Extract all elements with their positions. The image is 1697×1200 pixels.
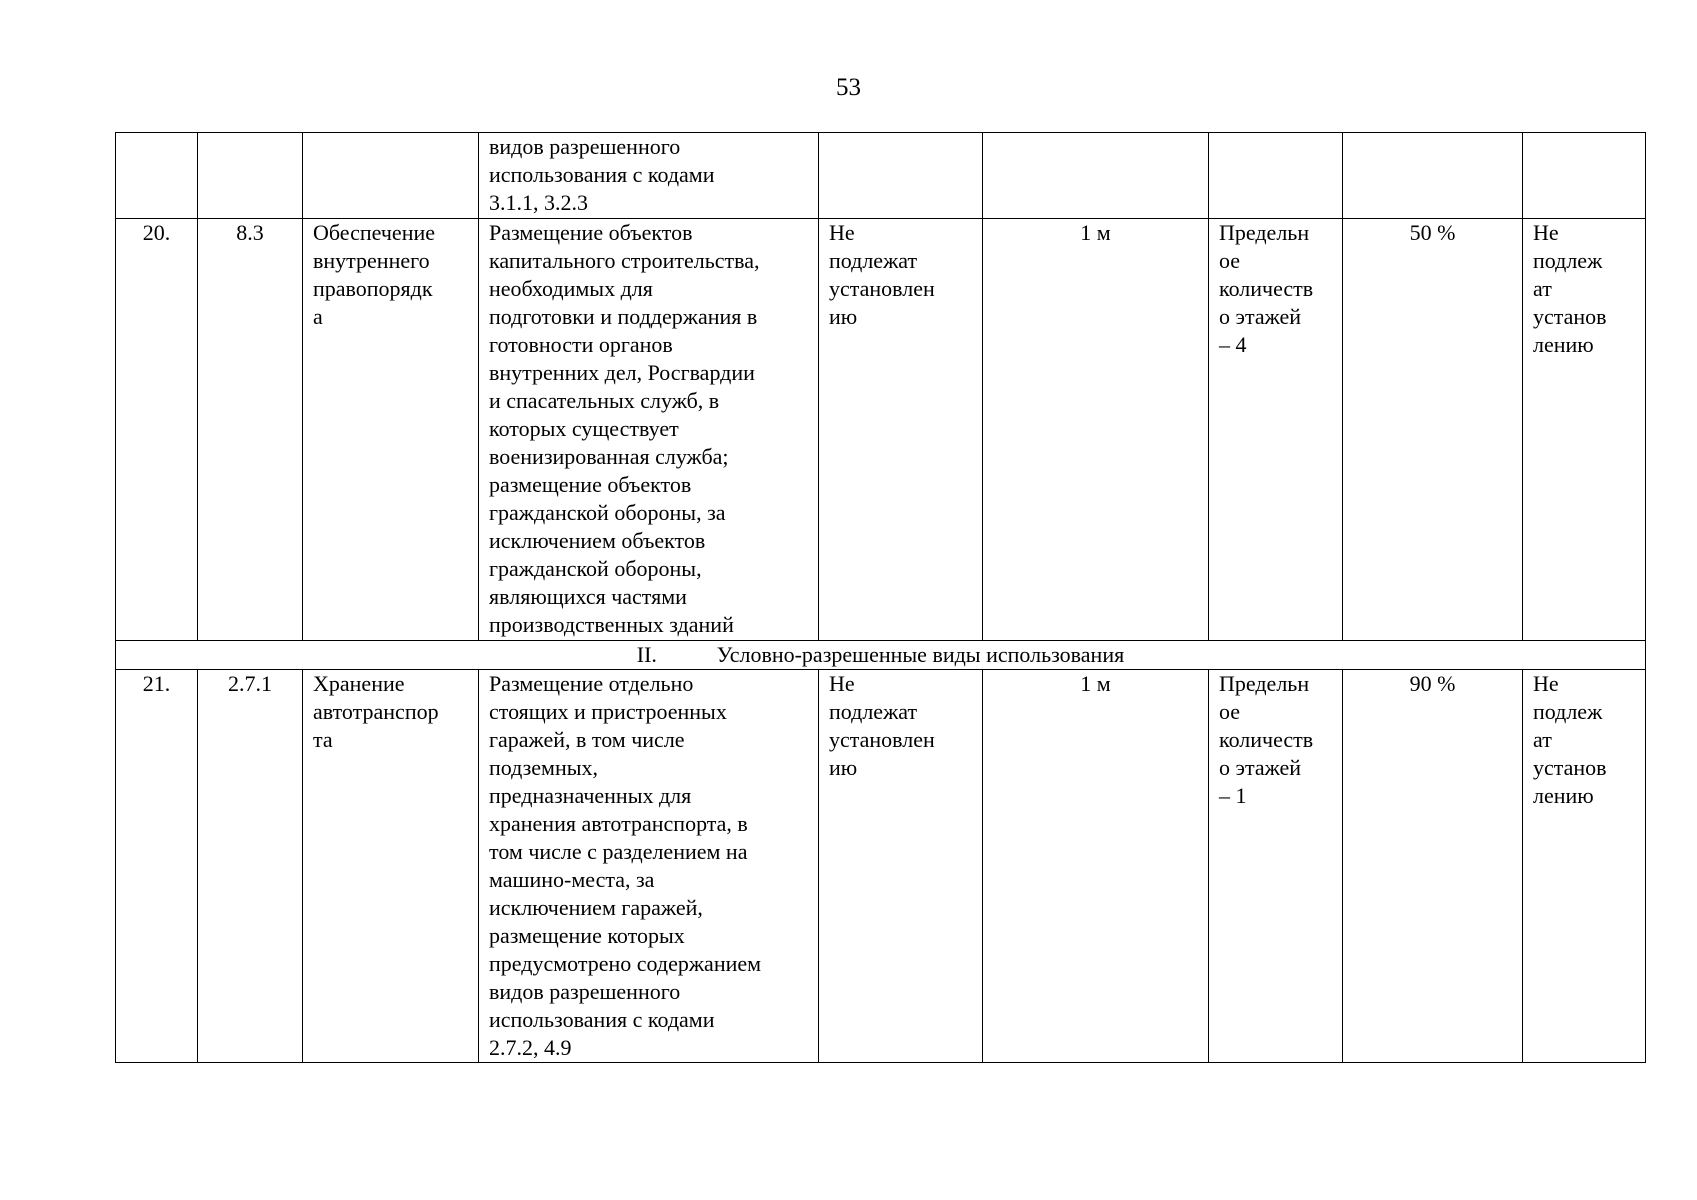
page-number: 53 [836, 74, 861, 101]
floors-limit-cell [1209, 133, 1343, 219]
plot-size-cell: Не подлежат установлен ию [819, 670, 983, 1063]
other-params-cell: Не подлеж ат установ лению [1523, 670, 1646, 1063]
section-heading [116, 641, 1646, 670]
use-description-cell: Размещение отдельно стоящих и пристроенных гаражей, в том числе подземных, предназначенных для хранения автотранспорта, в том числе с разделением на машино-места, за исключением гаражей, размещение которых предусмотрено содержанием видов разрешенного использования с кодами 2.7.2, 4.9 [479, 670, 819, 1063]
row-number-cell: 20. [116, 219, 198, 641]
plot-size-cell: Не подлежат установлен ию [819, 219, 983, 641]
coverage-percent-cell [1343, 133, 1523, 219]
row-number-cell [116, 133, 198, 219]
use-code-cell [198, 133, 303, 219]
section-number: II. [636, 642, 657, 667]
use-code-cell: 2.7.1 [198, 670, 303, 1063]
setback-cell: 1 м [983, 219, 1209, 641]
use-description-cell: видов разрешенного использования с кодами 3.1.1, 3.2.3 [479, 133, 819, 219]
table-row [116, 219, 1646, 641]
use-name-cell: Обеспечение внутреннего правопорядк а [303, 219, 479, 641]
coverage-percent-cell: 50 % [1343, 219, 1523, 641]
floors-limit-cell: Предельн ое количеств о этажей – 1 [1209, 670, 1343, 1063]
setback-cell: 1 м [983, 670, 1209, 1063]
coverage-percent-cell: 90 % [1343, 670, 1523, 1063]
plot-size-cell [819, 133, 983, 219]
use-name-cell [303, 133, 479, 219]
setback-cell [983, 133, 1209, 219]
other-params-cell: Не подлеж ат установ лению [1523, 219, 1646, 641]
use-code-cell: 8.3 [198, 219, 303, 641]
section-title: Условно-разрешенные виды использования [716, 642, 1125, 667]
land-use-table [115, 132, 1646, 1063]
section-heading-row [116, 641, 1646, 670]
use-name-cell: Хранение автотранспор та [303, 670, 479, 1063]
use-description-cell: Размещение объектов капитального строительства, необходимых для подготовки и поддержания в готовности органов внутренних дел, Росгвардии и спасательных служб, в которых существует военизированная служба; размещение объектов гражданской обороны, за исключением объектов гражданской обороны, являющихся частями производственных зданий [479, 219, 819, 641]
other-params-cell [1523, 133, 1646, 219]
table-row [116, 670, 1646, 1063]
row-number-cell: 21. [116, 670, 198, 1063]
table-row [116, 133, 1646, 219]
floors-limit-cell: Предельн ое количеств о этажей – 4 [1209, 219, 1343, 641]
